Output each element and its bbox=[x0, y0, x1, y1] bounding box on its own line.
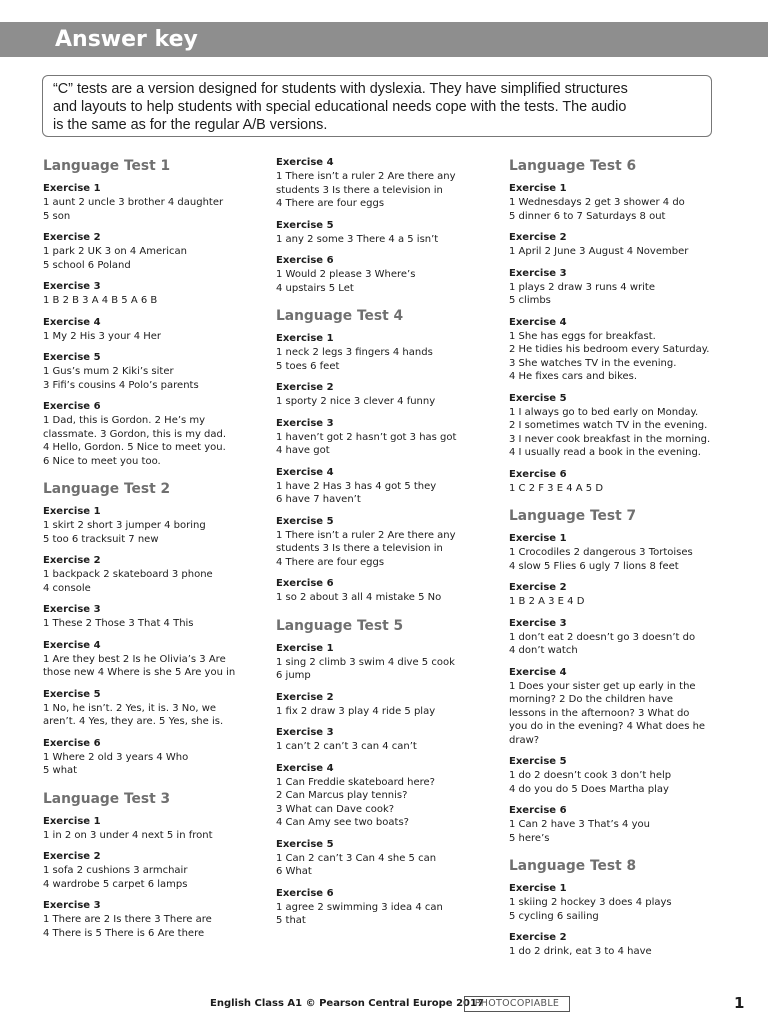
test-heading: Language Test 4 bbox=[276, 308, 404, 324]
answer-line: 2 Can Marcus play tennis? bbox=[276, 790, 408, 801]
photocopiable-badge: PHOTOCOPIABLE bbox=[464, 996, 570, 1012]
note-line: is the same as for the regular A/B versions. bbox=[53, 117, 328, 133]
test-heading: Language Test 3 bbox=[43, 790, 171, 807]
exercise-label: Exercise 6 bbox=[43, 737, 101, 749]
exercise-label: Exercise 1 bbox=[43, 183, 101, 194]
exercise-label: Exercise 5 bbox=[509, 756, 567, 767]
answer-line: 1 My 2 His 3 your 4 Her bbox=[43, 330, 162, 342]
answer-line: 1 She has eggs for breakfast. bbox=[509, 330, 656, 342]
footer-copyright: English Class A1 © Pearson Central Europe 2017 bbox=[210, 998, 484, 1009]
answer-line: 5 dinner 6 to 7 Saturdays 8 out bbox=[509, 210, 666, 222]
exercise-label: Exercise 5 bbox=[509, 392, 567, 404]
answer-line: 1 Would 2 please 3 Where’s bbox=[276, 269, 416, 280]
exercise-label: Exercise 2 bbox=[276, 382, 334, 393]
exercise-label: Exercise 1 bbox=[509, 883, 567, 894]
exercise-label: Exercise 2 bbox=[43, 232, 101, 243]
answer-line: students 3 Is there a television in bbox=[276, 543, 443, 554]
exercise-label: Exercise 1 bbox=[43, 506, 101, 517]
answer-line: 1 sporty 2 nice 3 clever 4 funny bbox=[276, 396, 436, 407]
answer-line: 1 skirt 2 short 3 jumper 4 boring bbox=[43, 520, 206, 531]
exercise-label: Exercise 3 bbox=[43, 281, 101, 292]
answer-line: 1 C 2 F 3 E 4 A 5 D bbox=[509, 482, 604, 494]
answer-line: 1 Can Freddie skateboard here? bbox=[276, 776, 435, 788]
answer-line: 1 Gus’s mum 2 Kiki’s siter bbox=[43, 366, 174, 377]
answer-line: 4 don’t watch bbox=[509, 645, 578, 656]
test-heading: Language Test 6 bbox=[509, 158, 637, 174]
answer-line: 1 These 2 Those 3 That 4 This bbox=[43, 618, 194, 629]
answer-line: 5 what bbox=[43, 765, 78, 776]
answer-line: 1 B 2 B 3 A 4 B 5 A 6 B bbox=[43, 295, 158, 306]
answer-line: those new 4 Where is she 5 Are you in bbox=[43, 667, 236, 678]
answer-line: 1 have 2 Has 3 has 4 got 5 they bbox=[276, 480, 437, 492]
answer-line: 1 sing 2 climb 3 swim 4 dive 5 cook bbox=[276, 656, 455, 668]
answer-line: students 3 Is there a television in bbox=[276, 184, 443, 196]
answer-line: 5 school 6 Poland bbox=[43, 259, 131, 271]
exercise-label: Exercise 3 bbox=[276, 417, 334, 429]
answer-line: 4 do you do 5 Does Martha play bbox=[509, 783, 669, 795]
answer-line: 4 I usually read a book in the evening. bbox=[509, 447, 701, 458]
answer-line: 5 that bbox=[276, 915, 306, 926]
page-number: 1 bbox=[734, 994, 745, 1012]
answer-line: 4 Hello, Gordon. 5 Nice to meet you. bbox=[43, 442, 226, 453]
exercise-label: Exercise 6 bbox=[276, 578, 334, 589]
answer-line: 1 aunt 2 uncle 3 brother 4 daughter bbox=[43, 197, 224, 208]
note-line: “C” tests are a version designed for students with dyslexia. They have simplified structures bbox=[53, 81, 628, 97]
test-heading: Language Test 2 bbox=[43, 481, 171, 497]
answer-line: 1 can’t 2 can’t 3 can 4 can’t bbox=[276, 741, 417, 752]
answer-line: 1 plays 2 draw 3 runs 4 write bbox=[509, 281, 655, 293]
exercise-label: Exercise 1 bbox=[509, 533, 567, 544]
answer-line: 1 Can 2 can’t 3 Can 4 she 5 can bbox=[276, 852, 437, 864]
exercise-label: Exercise 3 bbox=[43, 900, 101, 911]
answer-line: 1 There isn’t a ruler 2 Are there any bbox=[276, 171, 456, 182]
answer-line: 3 She watches TV in the evening. bbox=[509, 357, 677, 369]
answer-line: 1 so 2 about 3 all 4 mistake 5 No bbox=[276, 592, 442, 603]
answer-line: 1 No, he isn’t. 2 Yes, it is. 3 No, we bbox=[43, 702, 217, 714]
answer-line: 1 Does your sister get up early in the bbox=[509, 680, 696, 692]
answer-line: 4 console bbox=[43, 582, 91, 594]
header-banner bbox=[0, 22, 768, 57]
answer-line: 1 There isn’t a ruler 2 Are there any bbox=[276, 529, 456, 541]
exercise-label: Exercise 4 bbox=[276, 762, 334, 774]
exercise-label: Exercise 1 bbox=[276, 333, 334, 344]
exercise-label: Exercise 5 bbox=[276, 838, 334, 850]
answer-line: 3 What can Dave cook? bbox=[276, 803, 395, 815]
exercise-label: Exercise 1 bbox=[276, 642, 334, 654]
answer-line: 1 do 2 doesn’t cook 3 don’t help bbox=[509, 770, 672, 781]
exercise-label: Exercise 2 bbox=[276, 691, 334, 703]
test-heading: Language Test 5 bbox=[276, 617, 404, 634]
answer-line: 1 do 2 drink, eat 3 to 4 have bbox=[509, 946, 652, 957]
exercise-label: Exercise 3 bbox=[43, 604, 101, 615]
answer-line: 4 There are four eggs bbox=[276, 556, 385, 568]
answer-line: 1 agree 2 swimming 3 idea 4 can bbox=[276, 901, 443, 913]
answer-line: 1 Are they best 2 Is he Olivia’s 3 Are bbox=[43, 653, 226, 665]
page-title: Answer key bbox=[55, 27, 198, 52]
answer-line: 4 upstairs 5 Let bbox=[276, 282, 354, 294]
exercise-label: Exercise 4 bbox=[509, 666, 567, 678]
answer-line: 5 too 6 tracksuit 7 new bbox=[43, 533, 159, 545]
answer-line: 1 park 2 UK 3 on 4 American bbox=[43, 246, 187, 257]
exercise-label: Exercise 2 bbox=[43, 555, 101, 566]
exercise-label: Exercise 2 bbox=[43, 851, 101, 862]
exercise-label: Exercise 3 bbox=[509, 617, 567, 629]
exercise-label: Exercise 2 bbox=[509, 232, 567, 243]
answer-line: 6 have 7 haven’t bbox=[276, 494, 361, 505]
answer-line: 6 Nice to meet you too. bbox=[43, 455, 161, 467]
answer-line: 4 He fixes cars and bikes. bbox=[509, 371, 638, 382]
test-heading: Language Test 8 bbox=[509, 858, 637, 874]
answer-line: 5 toes 6 feet bbox=[276, 360, 340, 372]
answer-line: 1 Dad, this is Gordon. 2 He’s my bbox=[43, 415, 206, 426]
answer-line: draw? bbox=[509, 734, 540, 746]
answer-line: 1 There are 2 Is there 3 There are bbox=[43, 914, 212, 925]
answer-line: 1 I always go to bed early on Monday. bbox=[509, 406, 699, 418]
answer-line: 1 B 2 A 3 E 4 D bbox=[509, 596, 585, 607]
answer-line: morning? 2 Do the children have bbox=[509, 694, 674, 705]
answer-line: 5 here’s bbox=[509, 832, 550, 844]
exercise-label: Exercise 6 bbox=[276, 255, 334, 266]
answer-line: 4 have got bbox=[276, 445, 330, 456]
answer-line: classmate. 3 Gordon, this is my dad. bbox=[43, 428, 227, 440]
exercise-label: Exercise 5 bbox=[276, 219, 334, 231]
exercise-label: Exercise 4 bbox=[43, 316, 101, 328]
exercise-label: Exercise 4 bbox=[43, 639, 101, 651]
answer-line: 1 any 2 some 3 There 4 a 5 isn’t bbox=[276, 233, 439, 245]
answer-line: 4 There are four eggs bbox=[276, 198, 385, 209]
answer-line: 2 He tidies his bedroom every Saturday. bbox=[509, 344, 710, 355]
answer-line: 6 jump bbox=[276, 670, 311, 681]
answer-line: you do in the evening? 4 What does he bbox=[509, 721, 706, 732]
answer-line: 1 Where 2 old 3 years 4 Who bbox=[43, 751, 189, 763]
answer-line: 5 cycling 6 sailing bbox=[509, 910, 599, 922]
exercise-label: Exercise 6 bbox=[509, 468, 567, 480]
answer-line: 1 in 2 on 3 under 4 next 5 in front bbox=[43, 829, 213, 841]
exercise-label: Exercise 2 bbox=[509, 582, 567, 593]
exercise-label: Exercise 6 bbox=[509, 805, 567, 816]
exercise-label: Exercise 3 bbox=[509, 267, 567, 279]
answer-line: 3 I never cook breakfast in the morning. bbox=[509, 433, 711, 445]
exercise-label: Exercise 5 bbox=[43, 688, 101, 700]
answer-line: 4 wardrobe 5 carpet 6 lamps bbox=[43, 878, 188, 890]
answer-line: 1 don’t eat 2 doesn’t go 3 doesn’t do bbox=[509, 631, 696, 643]
exercise-label: Exercise 6 bbox=[43, 401, 101, 412]
answer-line: 2 I sometimes watch TV in the evening. bbox=[509, 420, 708, 431]
exercise-label: Exercise 3 bbox=[276, 727, 334, 738]
answer-line: 1 Wednesdays 2 get 3 shower 4 do bbox=[509, 197, 685, 208]
exercise-label: Exercise 4 bbox=[509, 316, 567, 328]
exercise-label: Exercise 6 bbox=[276, 887, 334, 899]
exercise-label: Exercise 5 bbox=[43, 352, 101, 363]
answer-line: 5 climbs bbox=[509, 295, 551, 306]
answer-line: 4 slow 5 Flies 6 ugly 7 lions 8 feet bbox=[509, 560, 679, 572]
exercise-label: Exercise 2 bbox=[509, 932, 567, 943]
exercise-label: Exercise 1 bbox=[509, 183, 567, 194]
answer-line: 1 fix 2 draw 3 play 4 ride 5 play bbox=[276, 705, 436, 717]
answer-line: 1 haven’t got 2 hasn’t got 3 has got bbox=[276, 431, 457, 443]
test-heading: Language Test 1 bbox=[43, 158, 171, 174]
test-heading: Language Test 7 bbox=[509, 508, 637, 524]
answer-line: 1 Crocodiles 2 dangerous 3 Tortoises bbox=[509, 547, 693, 558]
answer-line: 4 Can Amy see two boats? bbox=[276, 817, 409, 828]
info-note-box bbox=[42, 75, 712, 137]
answer-line: 4 There is 5 There is 6 Are there bbox=[43, 927, 205, 939]
answer-line: 1 April 2 June 3 August 4 November bbox=[509, 246, 689, 257]
answer-line: 5 son bbox=[43, 210, 71, 222]
exercise-label: Exercise 5 bbox=[276, 515, 334, 527]
answer-line: 1 sofa 2 cushions 3 armchair bbox=[43, 865, 188, 876]
answer-line: aren’t. 4 Yes, they are. 5 Yes, she is. bbox=[43, 716, 224, 727]
answer-line: 3 Fifi’s cousins 4 Polo’s parents bbox=[43, 379, 199, 391]
answer-line: lessons in the afternoon? 3 What do bbox=[509, 707, 690, 719]
answer-line: 1 backpack 2 skateboard 3 phone bbox=[43, 569, 213, 580]
exercise-label: Exercise 4 bbox=[276, 157, 334, 168]
exercise-label: Exercise 4 bbox=[276, 466, 334, 478]
answer-line: 1 Can 2 have 3 That’s 4 you bbox=[509, 819, 650, 830]
exercise-label: Exercise 1 bbox=[43, 815, 101, 827]
answer-line: 1 neck 2 legs 3 fingers 4 hands bbox=[276, 347, 433, 358]
answer-line: 1 skiing 2 hockey 3 does 4 plays bbox=[509, 897, 672, 908]
answer-line: 6 What bbox=[276, 866, 312, 877]
note-line: and layouts to help students with special educational needs cope with the tests. The audio bbox=[53, 99, 627, 115]
